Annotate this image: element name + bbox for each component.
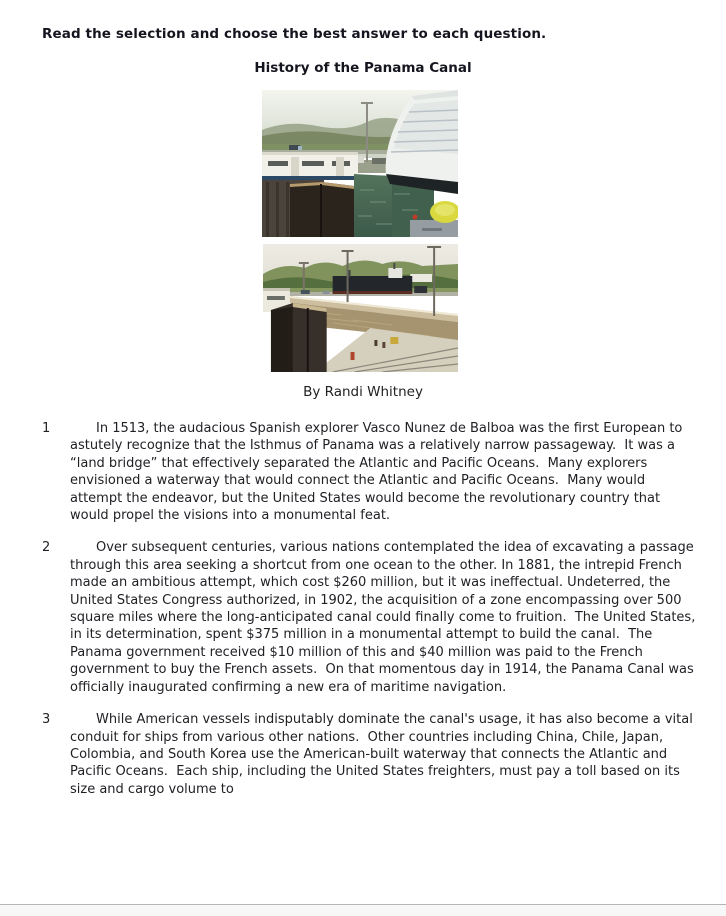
paragraph-text: While American vessels indisputably dominate the canal's usage, it has also become a vital conduit for ships from various other nations. Other countries including China, Chile, Japan, Colombia, and South Korea use the American-built waterway that connects the Atlantic and Pacific Oceans. Each ship, including the United States freighters, must pay a toll based on its size and cargo volume to [70,712,697,797]
bottom-divider [0,904,726,916]
paragraph-2 [42,539,700,696]
cruise-ship-photo-illustration [262,90,458,237]
paragraph-number: 2 [42,540,51,556]
passage-title: History of the Panama Canal [254,60,472,76]
cargo-ship-at-panama-locks-photo [263,244,458,372]
passage-body [42,420,700,813]
byline: By Randi Whitney [303,384,423,400]
paragraph-text: Over subsequent centuries, various nations contemplated the idea of excavating a passage through this area seeking a shortcut from one ocean to the other. In 1881, the intrepid French made an ambitious attempt, which cost $260 million, but it was ineffectual. Undeterred, the United States Congress authorized, in 1902, the acquisition of a zone encompassing over 500 square miles where the long-anticipated canal could finally come to fruition. The United States, in its determination, spent $375 million in a monumental attempt to build the canal. The Panama government received $10 million of this and $40 million was paid to the French government to buy the French assets. On that momentous day in 1914, the Panama Canal was officially inaugurated confirming a new era of maritime navigation. [70,540,700,695]
paragraph-text: In 1513, the audacious Spanish explorer Vasco Nunez de Balboa was the first European to astutely recognize that the Isthmus of Panama was a relatively narrow passageway. It was a “land bridge” that effectively separated the Atlantic and Pacific Oceans. Many explorers envisioned a waterway that would connect the Atlantic and Pacific Oceans. Many would attempt the endeavor, but the United States would become the revolutionary country that would propel the visions into a monumental feat. [70,421,687,524]
paragraph-3 [42,711,697,798]
paragraph-1 [42,420,697,524]
paragraph-number: 3 [42,712,51,728]
locks-photo-illustration [263,244,458,372]
cruise-ship-in-canal-lock-photo [262,90,458,237]
paragraph-number: 1 [42,421,51,436]
instruction-text: Read the selection and choose the best answer to each question. [42,26,547,42]
